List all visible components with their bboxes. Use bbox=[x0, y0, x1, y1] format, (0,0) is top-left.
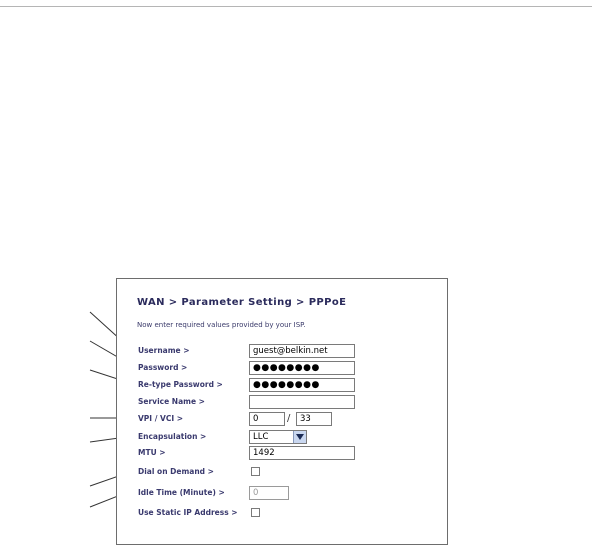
username-input[interactable]: guest@belkin.net bbox=[249, 344, 355, 358]
row-encapsulation bbox=[117, 429, 447, 445]
vpi-vci-label: VPI / VCI > bbox=[138, 414, 184, 423]
dial-on-demand-label: Dial on Demand > bbox=[138, 467, 214, 476]
vpi-input[interactable]: 0 bbox=[249, 412, 285, 426]
row-username bbox=[117, 343, 447, 359]
pppoe-settings-panel bbox=[116, 278, 448, 545]
row-vpi-vci bbox=[117, 411, 447, 427]
password-input[interactable]: ●●●●●●●● bbox=[249, 361, 355, 375]
idle-time-label: Idle Time (Minute) > bbox=[138, 488, 225, 497]
static-ip-checkbox[interactable] bbox=[251, 508, 260, 517]
encapsulation-selected-value: LLC bbox=[253, 432, 269, 442]
encapsulation-select[interactable] bbox=[249, 430, 307, 444]
username-label: Username > bbox=[138, 346, 190, 355]
idle-time-input[interactable]: 0 bbox=[249, 486, 289, 500]
vci-input[interactable]: 33 bbox=[296, 412, 332, 426]
vpi-vci-separator: / bbox=[287, 413, 291, 424]
row-static-ip bbox=[117, 505, 447, 521]
page-subtitle: Now enter required values provided by your ISP. bbox=[137, 321, 306, 329]
row-dial-on-demand bbox=[117, 464, 447, 480]
row-retype-password bbox=[117, 377, 447, 393]
row-mtu bbox=[117, 445, 447, 461]
mtu-input[interactable]: 1492 bbox=[249, 446, 355, 460]
retype-password-input[interactable]: ●●●●●●●● bbox=[249, 378, 355, 392]
page-title: WAN > Parameter Setting > PPPoE bbox=[137, 297, 347, 308]
mtu-label: MTU > bbox=[138, 448, 166, 457]
chevron-down-icon[interactable] bbox=[293, 431, 306, 443]
retype-password-label: Re-type Password > bbox=[138, 380, 223, 389]
row-password bbox=[117, 360, 447, 376]
password-label: Password > bbox=[138, 363, 188, 372]
row-idle-time bbox=[117, 485, 447, 501]
service-name-label: Service Name > bbox=[138, 397, 205, 406]
service-name-input[interactable] bbox=[249, 395, 355, 409]
row-service-name bbox=[117, 394, 447, 410]
dial-on-demand-checkbox[interactable] bbox=[251, 467, 260, 476]
encapsulation-label: Encapsulation > bbox=[138, 432, 207, 441]
static-ip-label: Use Static IP Address > bbox=[138, 508, 238, 517]
